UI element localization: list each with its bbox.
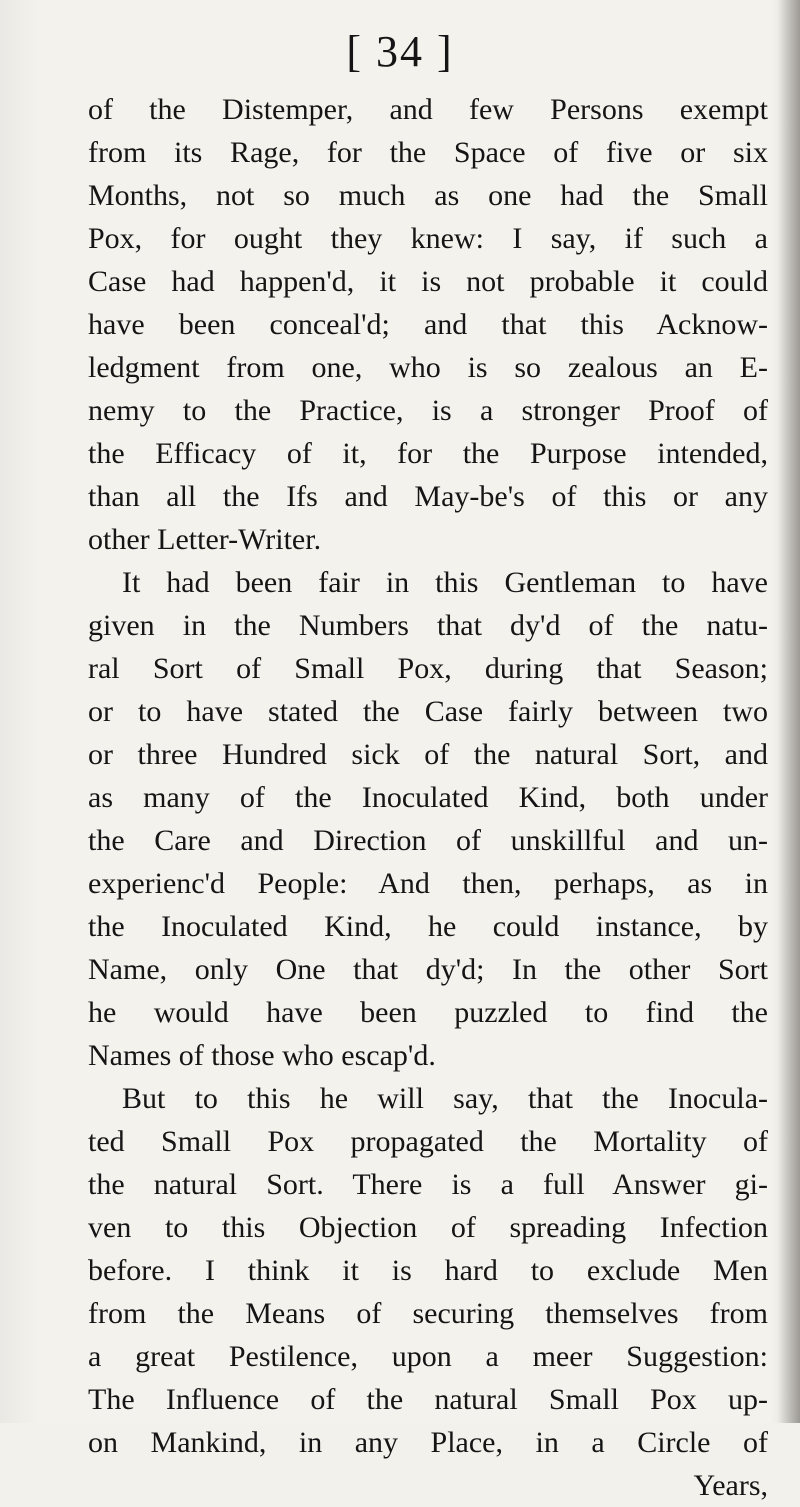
text-line: before. I think it is hard to exclude Men (88, 1254, 768, 1287)
text-line: Pox, for ought they knew: I say, if such a (88, 222, 768, 255)
text-line: It had been fair in this Gentleman to have (122, 566, 768, 599)
page-number: [ 34 ] (346, 27, 454, 76)
text-line: The Influence of the natural Small Pox up- (88, 1383, 768, 1416)
text-line: other Letter-Writer. (88, 523, 322, 556)
text-line: Names of those who escap'd. (88, 1039, 436, 1072)
text-line: Case had happen'd, it is not probable it could (88, 265, 768, 298)
text-line: the Inoculated Kind, he could instance, by (88, 910, 768, 943)
text-line: from its Rage, for the Space of five or six (88, 136, 768, 169)
text-line: he would have been puzzled to find the (88, 996, 768, 1029)
text-line: ted Small Pox propagated the Mortality of (88, 1125, 768, 1158)
text-line: the Care and Direction of unskillful and un- (88, 824, 768, 857)
text-line: or to have stated the Case fairly between two (88, 695, 768, 728)
text-line: But to this he will say, that the Inocula- (122, 1082, 768, 1115)
catchword: Years, (693, 1469, 768, 1502)
text-line: or three Hundred sick of the natural Sort, and (88, 738, 768, 771)
page-gutter-shadow (778, 0, 800, 1423)
text-line: ven to this Objection of spreading Infection (88, 1211, 768, 1244)
text-line: than all the Ifs and May-be's of this or any (88, 480, 768, 513)
text-line: the Efficacy of it, for the Purpose intended, (88, 437, 768, 470)
text-line: given in the Numbers that dy'd of the natu- (88, 609, 768, 642)
text-line: ral Sort of Small Pox, during that Season; (88, 652, 768, 685)
text-line: have been conceal'd; and that this Acknow- (88, 308, 768, 341)
text-line: on Mankind, in any Place, in a Circle of (88, 1426, 768, 1459)
text-line: ledgment from one, who is so zealous an E- (88, 351, 768, 384)
text-line: as many of the Inoculated Kind, both under (88, 781, 768, 814)
text-line: experienc'd People: And then, perhaps, as in (88, 867, 768, 900)
text-line: of the Distemper, and few Persons exempt (88, 93, 768, 126)
text-line: a great Pestilence, upon a meer Suggestion: (88, 1340, 768, 1373)
text-line: from the Means of securing themselves from (88, 1297, 768, 1330)
text-line: the natural Sort. There is a full Answer gi- (88, 1168, 768, 1201)
body-text (88, 88, 768, 1507)
text-line: Months, not so much as one had the Small (88, 179, 768, 212)
text-line: nemy to the Practice, is a stronger Proof of (88, 394, 768, 427)
text-line: Name, only One that dy'd; In the other Sort (88, 953, 768, 986)
